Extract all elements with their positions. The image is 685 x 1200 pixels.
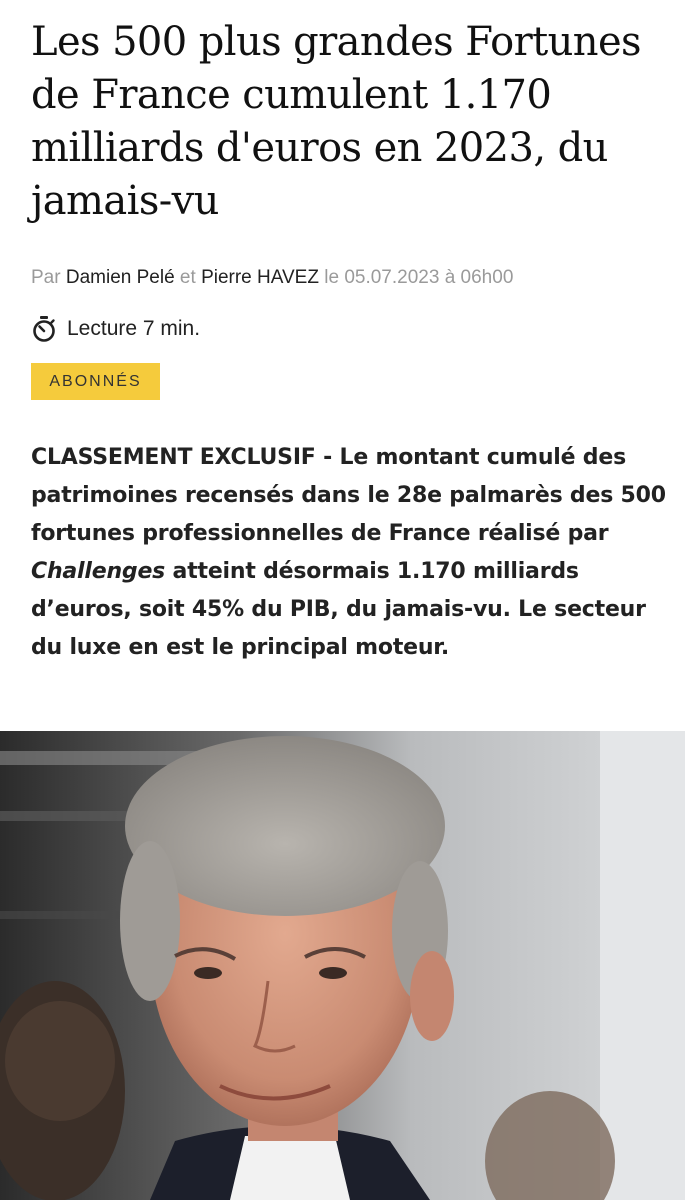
- publish-date: 05.07.2023 à 06h00: [344, 267, 514, 288]
- author-link-2[interactable]: Pierre HAVEZ: [201, 267, 319, 288]
- subscribers-badge-label: ABONNÉS: [49, 372, 142, 390]
- byline: [31, 265, 671, 291]
- subscribers-badge: [31, 363, 160, 400]
- lead-publication: Challenges: [31, 559, 166, 584]
- article-title: Les 500 plus grandes Fortunes de France cumulent 1.170 milliards d'euros en 2023, du jamais-vu: [31, 19, 641, 224]
- article-lead: [31, 439, 671, 667]
- portrait-image: [0, 731, 685, 1200]
- byline-conjunction: et: [179, 267, 196, 288]
- byline-prefix: Par: [31, 267, 61, 288]
- author-link-1[interactable]: Damien Pelé: [65, 267, 175, 288]
- lead-text-2: atteint désormais 1.170 milliards d’euros, soit 45% du PIB, du jamais-vu. Le secteur du luxe en est le principal moteur.: [31, 559, 646, 660]
- article-photo: [0, 731, 685, 1200]
- reading-time: [31, 314, 200, 344]
- lead-separator: -: [315, 445, 340, 470]
- stopwatch-icon: [31, 315, 57, 343]
- byline-date-prefix: le: [324, 267, 340, 288]
- reading-time-label: Lecture 7 min.: [67, 317, 201, 340]
- lead-text-1: Le montant cumulé des patrimoines recensés dans le 28e palmarès des 500 fortunes professionnelles de France réalisé par: [31, 445, 666, 546]
- lead-kicker: CLASSEMENT EXCLUSIF: [31, 445, 316, 470]
